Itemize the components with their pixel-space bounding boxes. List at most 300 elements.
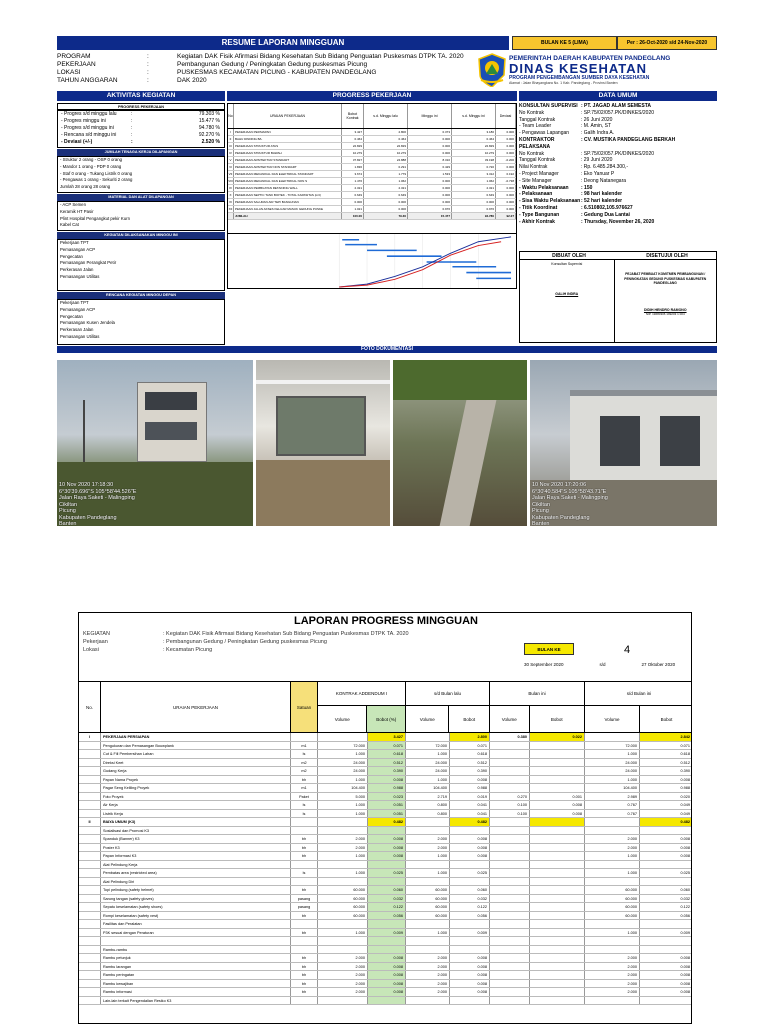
- laporan-cell: 0.008: [450, 971, 490, 979]
- laporan-cell: Alat Pelindung Diri: [101, 878, 291, 886]
- laporan-cell: 0.988: [450, 784, 490, 792]
- laporan-cell: [530, 988, 585, 996]
- data-umum-value: : 6.510802,105.976627: [581, 204, 633, 211]
- laporan-cell: 1.000: [318, 776, 368, 784]
- row-no: V: [228, 157, 234, 163]
- row-uraian: PEKERJAAN MEKANIKAL DAN ELEKTRIKAL NON S: [234, 178, 342, 184]
- laporan-cell: [490, 869, 530, 877]
- data-umum-row: [519, 219, 717, 226]
- laporan-cell: [291, 946, 318, 954]
- info-k: LOKASI: [57, 69, 81, 76]
- laporan-cell: 0.049: [640, 801, 692, 809]
- data-umum-key: - Type Bangunan: [519, 211, 560, 218]
- laporan-cell: 0.041: [450, 801, 490, 809]
- laporan-cell: 0.767: [585, 810, 640, 818]
- material-item: - ACP Semen: [60, 202, 86, 207]
- laporan-cell: ls: [291, 750, 318, 758]
- laporan-cell: [490, 971, 530, 979]
- laporan-cell: [585, 827, 640, 835]
- laporan-cell: [291, 733, 318, 741]
- laporan-cell: bh: [291, 835, 318, 843]
- laporan-cell: [530, 784, 585, 792]
- laporan-cell: Sepatu keselamatan (safety shoes): [101, 903, 291, 911]
- progress-table-row: [228, 129, 516, 136]
- laporan-cell: 2.000: [585, 971, 640, 979]
- laporan-cell: [530, 886, 585, 894]
- data-umum-value: : Eko Yanuar P: [581, 170, 615, 177]
- laporan-cell: [79, 861, 101, 869]
- laporan-cell: 2.000: [406, 988, 450, 996]
- laporan-cell: 0.988: [640, 784, 692, 792]
- kegiatan-item: Pemasangan ACP: [60, 246, 96, 252]
- laporan-cell: 0.008: [640, 963, 692, 971]
- laporan-row: [79, 886, 692, 895]
- laporan-cell: 0.122: [640, 903, 692, 911]
- row-uraian: PEKERJAAN STRUKTUR BAWAH: [234, 150, 342, 156]
- laporan-cell: 0.008: [640, 776, 692, 784]
- row-value: 0.000: [496, 192, 516, 198]
- photo5-caption: [532, 482, 608, 526]
- laporan-cell: 0.056: [450, 912, 490, 920]
- row-value: 8.310: [408, 157, 452, 163]
- laporan-cell: [640, 861, 692, 869]
- data-umum-key: No Kontrak: [519, 109, 545, 116]
- laporan-cell: 1.000: [585, 750, 640, 758]
- laporan-cell: [368, 946, 406, 954]
- info-row: [57, 61, 472, 69]
- data-umum-row: [519, 164, 717, 171]
- laporan-cell: [585, 920, 640, 928]
- laporan-cell: [585, 878, 640, 886]
- kegiatan-item: Pekerjaan TPT: [60, 240, 89, 245]
- data-umum-value: : Deong Natanegara: [581, 177, 627, 184]
- laporan-cell: [450, 946, 490, 954]
- laporan-row: [79, 997, 692, 1006]
- laporan-row: [79, 946, 692, 955]
- th2-sd-lalu-bbt: Bobot: [463, 716, 476, 722]
- row-value: 0.291: [364, 164, 408, 170]
- laporan-row: [79, 920, 692, 929]
- data-umum-key: KONTRAKTOR PELAKSANA: [519, 136, 555, 150]
- laporan-cell: 1.000: [406, 869, 450, 877]
- laporan-cell: 0.008: [368, 963, 406, 971]
- laporan-cell: [530, 920, 585, 928]
- laporan-cell: [79, 835, 101, 843]
- laporan-cell: 2.000: [585, 954, 640, 962]
- laporan-cell: 24.000: [406, 767, 450, 775]
- laporan-cell: 60.000: [318, 912, 368, 920]
- laporan-cell: [640, 827, 692, 835]
- laporan-cell: m1: [291, 742, 318, 750]
- th-sd-lalu: s.d. Minggu lalu: [364, 104, 408, 128]
- laporan-cell: 1.000: [318, 810, 368, 818]
- laporan-cell: [530, 835, 585, 843]
- laporan-cell: 0.008: [368, 852, 406, 860]
- data-umum-row: [519, 137, 717, 151]
- laporan-cell: m2: [291, 767, 318, 775]
- laporan-row: [79, 835, 692, 844]
- row-value: 0.000: [496, 206, 516, 212]
- laporan-cell: Rambu kewajiban: [101, 980, 291, 988]
- laporan-cell: 1.000: [318, 801, 368, 809]
- laporan-cell: 0.008: [450, 776, 490, 784]
- laporan-cell: 0.008: [640, 971, 692, 979]
- laporan-info-key: Lokasi: [83, 647, 99, 653]
- laporan-cell: [640, 920, 692, 928]
- laporan-cell: Papan Nama Proyek: [101, 776, 291, 784]
- laporan-cell: 0.100: [490, 810, 530, 818]
- laporan-cell: 1.000: [318, 869, 368, 877]
- row-value: 0.464: [342, 136, 364, 142]
- row-value: 33.198: [452, 157, 496, 163]
- laporan-cell: 0.512: [450, 759, 490, 767]
- laporan-cell: [490, 878, 530, 886]
- data-umum-value: : PT. JAGAD ALAM SEMESTA: [581, 103, 652, 109]
- row-value: 1.836: [342, 164, 364, 170]
- laporan-cell: [530, 742, 585, 750]
- data-umum-row: [519, 117, 717, 124]
- laporan-cell: [450, 861, 490, 869]
- laporan-cell: Air Kerja: [101, 801, 291, 809]
- progress-table-row: [228, 206, 516, 213]
- laporan-cell: bh: [291, 980, 318, 988]
- laporan-row: [79, 937, 692, 946]
- signature-block: [519, 251, 717, 343]
- laporan-cell: 24.000: [585, 767, 640, 775]
- laporan-row: [79, 742, 692, 751]
- laporan-cell: [406, 997, 450, 1005]
- tenaga-item: Jumlah 28 orang 28 orang: [60, 184, 111, 190]
- laporan-cell: [530, 776, 585, 784]
- laporan-cell: [79, 929, 101, 937]
- row-value: 22.829: [452, 143, 496, 149]
- laporan-cell: 0.008: [640, 980, 692, 988]
- laporan-cell: [79, 954, 101, 962]
- disetujui-oleh-label: DISETUJUI OLEH: [646, 253, 688, 259]
- laporan-cell: 1.000: [406, 852, 450, 860]
- row-value: 0.464: [452, 136, 496, 142]
- laporan-cell: 0.390: [640, 767, 692, 775]
- laporan-cell: [530, 954, 585, 962]
- bulan-ke-label: BULAN KE: [524, 643, 574, 655]
- laporan-row: [79, 767, 692, 776]
- laporan-cell: [79, 963, 101, 971]
- data-umum-key: KONSULTAN SUPERVISI: [519, 103, 578, 109]
- row-value: 0.000: [408, 185, 452, 191]
- row-value: 0.464: [364, 136, 408, 142]
- laporan-row: [79, 988, 692, 997]
- laporan-cell: 0.800: [406, 801, 450, 809]
- info-c: :: [147, 61, 149, 68]
- laporan-cell: 0.988: [368, 784, 406, 792]
- laporan-cell: 0.100: [490, 801, 530, 809]
- row-uraian: PEKERJAAN MEKANIKAL DAN ELEKTRIKAL STANDART: [234, 171, 342, 177]
- laporan-cell: [79, 776, 101, 784]
- laporan-cell: Cut & Fill Pembersihan Lahan: [101, 750, 291, 758]
- row-value: 0.720: [452, 164, 496, 170]
- row-value: 15.477: [408, 213, 452, 219]
- laporan-cell: 1.000: [318, 929, 368, 937]
- material-hdr: MATERIAL DAN ALAT DILAPANGAN: [57, 194, 225, 201]
- laporan-cell: 2.989: [585, 793, 640, 801]
- laporan-cell: BIAYA UMUM (K3): [101, 818, 291, 826]
- caption-line: Kabupaten Pandeglang: [532, 514, 590, 521]
- th2-sd-ini-vol: Volume: [585, 706, 640, 732]
- progress-c: 92.270 %: [198, 132, 220, 138]
- info-c: :: [147, 69, 149, 76]
- row-value: 2.321: [452, 185, 496, 191]
- laporan-cell: [490, 895, 530, 903]
- laporan-cell: [291, 818, 318, 826]
- laporan-cell: 2.000: [318, 954, 368, 962]
- laporan-cell: [79, 742, 101, 750]
- laporan-cell: 0.025: [450, 869, 490, 877]
- th-sd-ini: s.d. Minggu ini: [452, 104, 496, 128]
- row-value: 0.000: [342, 199, 364, 205]
- laporan-cell: [490, 767, 530, 775]
- laporan-cell: [530, 878, 585, 886]
- laporan-cell: 0.512: [368, 759, 406, 767]
- laporan-cell: pasang: [291, 903, 318, 911]
- laporan-cell: 0.051: [368, 801, 406, 809]
- laporan-cell: ls: [291, 801, 318, 809]
- row-value: 0.649: [364, 192, 408, 198]
- laporan-row: [79, 869, 692, 878]
- laporan-cell: 0.008: [450, 980, 490, 988]
- bulan-ke-number: 4: [624, 644, 631, 656]
- material-item: Keramik HT Pasir: [60, 208, 94, 214]
- laporan-cell: [530, 997, 585, 1005]
- data-umum-value: : CV. MUSTIKA PANDEGLANG BERKAH: [581, 136, 676, 143]
- laporan-cell: [79, 912, 101, 920]
- info-c: :: [147, 77, 149, 84]
- rencana-item: Pemasangan Utilitas: [60, 333, 100, 339]
- laporan-cell: 2.000: [318, 963, 368, 971]
- laporan-cell: 0.008: [640, 988, 692, 996]
- laporan-cell: 0.041: [450, 810, 490, 818]
- row-value: -0.738: [496, 178, 516, 184]
- laporan-cell: 0.019: [450, 793, 490, 801]
- laporan-cell: [291, 861, 318, 869]
- rencana-item: Pengecatan: [60, 313, 83, 319]
- laporan-cell: 0.482: [450, 818, 490, 826]
- rencana-item: Pemasangan ACP: [60, 306, 96, 312]
- info-k: TAHUN ANGGARAN: [57, 77, 118, 84]
- progress-c: 2.520 %: [201, 139, 220, 145]
- row-value: 100.00: [342, 213, 364, 219]
- date-to: 27 Oktober 2020: [641, 662, 676, 667]
- material-item: Kabel Cat: [60, 222, 79, 228]
- material-item: Plint Hospital Pengangkut pekir Kurn: [60, 215, 130, 221]
- laporan-cell: 60.000: [318, 886, 368, 894]
- row-value: 0.000: [408, 150, 452, 156]
- data-umum-row: [519, 205, 717, 212]
- laporan-row: [79, 784, 692, 793]
- laporan-cell: 0.122: [450, 903, 490, 911]
- caption-line: Banten: [532, 521, 550, 526]
- laporan-cell: 0.390: [368, 767, 406, 775]
- laporan-cell: [490, 861, 530, 869]
- laporan-cell: 104.400: [318, 784, 368, 792]
- laporan-cell: 0.008: [450, 988, 490, 996]
- row-no: X: [228, 192, 234, 198]
- laporan-cell: Listrik Kerja: [101, 810, 291, 818]
- data-umum-value: : 52 hari kalender: [581, 198, 623, 205]
- laporan-cell: [530, 903, 585, 911]
- laporan-cell: [530, 827, 585, 835]
- laporan-cell: 0.008: [368, 776, 406, 784]
- laporan-cell: Rompi keselamatan (safety vest): [101, 912, 291, 920]
- laporan-cell: [291, 878, 318, 886]
- laporan-cell: 60.000: [585, 895, 640, 903]
- laporan-cell: Sosialisasi dan Promosi K3: [101, 827, 291, 835]
- laporan-cell: [490, 784, 530, 792]
- laporan-cell: [490, 827, 530, 835]
- laporan-cell: [530, 818, 585, 826]
- laporan-cell: 2.000: [406, 835, 450, 843]
- laporan-cell: bh: [291, 988, 318, 996]
- row-value: 2.321: [342, 185, 364, 191]
- laporan-cell: 24.000: [318, 759, 368, 767]
- laporan-cell: [79, 767, 101, 775]
- tenaga-item: - Mandor 1 orang - PDP 0 orang: [60, 163, 122, 169]
- rencana-item: Pekerjaan TPT: [60, 300, 89, 305]
- row-uraian: PEKERJAAN ARSITEKTUR STANDART: [234, 157, 342, 163]
- resume-title: RESUME LAPORAN MINGGUAN: [57, 36, 509, 50]
- row-value: 1.533: [408, 171, 452, 177]
- laporan-cell: 2.000: [585, 835, 640, 843]
- th2-ini: Bulan ini: [490, 682, 584, 706]
- laporan-cell: ls: [291, 810, 318, 818]
- laporan-cell: 0.049: [640, 810, 692, 818]
- row-value: 1.021: [342, 206, 364, 212]
- laporan-cell: 60.000: [406, 903, 450, 911]
- laporan-cell: [368, 878, 406, 886]
- th2-sd-lalu-vol: Volume: [406, 706, 449, 732]
- laporan-row: [79, 980, 692, 989]
- row-value: 3.312: [452, 171, 496, 177]
- laporan-cell: m2: [291, 759, 318, 767]
- aktivitas-header: AKTIVITAS KEGIATAN: [57, 91, 225, 101]
- caption-line: Jalan Raya Saketi - Malingping: [532, 495, 608, 501]
- row-uraian: BAHU DINDING B/L: [234, 136, 342, 142]
- laporan-cell: bh: [291, 971, 318, 979]
- laporan-cell: 2.000: [318, 988, 368, 996]
- laporan-table-head: [79, 681, 692, 733]
- laporan-cell: 0.482: [640, 818, 692, 826]
- laporan-info-value: : Pembangunan Gedung / Peningkatan Gedung puskesmas Picung: [163, 639, 327, 645]
- progress-row: [58, 118, 224, 125]
- material-list: [57, 201, 225, 231]
- row-value: 22.829: [364, 143, 408, 149]
- laporan-cell: [530, 980, 585, 988]
- laporan-cell: [318, 946, 368, 954]
- laporan-cell: [490, 852, 530, 860]
- laporan-row: [79, 861, 692, 870]
- th-no: No: [228, 104, 234, 128]
- laporan-cell: [530, 861, 585, 869]
- laporan-cell: [79, 946, 101, 954]
- info-v: PUSKESMAS KECAMATAN PICUNG - KABUPATEN PANDEGLANG: [177, 69, 377, 76]
- laporan-cell: [318, 920, 368, 928]
- progress-table-head: [228, 104, 516, 129]
- laporan-cell: 60.000: [406, 912, 450, 920]
- data-umum-key: - Team Leader: [519, 123, 552, 130]
- laporan-info-row: [83, 646, 409, 654]
- laporan-cell: Rambu-rambu: [101, 946, 291, 954]
- laporan-cell: 2.000: [406, 963, 450, 971]
- laporan-cell: [79, 784, 101, 792]
- laporan-cell: [291, 997, 318, 1005]
- laporan-cell: [291, 827, 318, 835]
- laporan-cell: [530, 869, 585, 877]
- laporan-cell: [101, 937, 291, 945]
- ppk-nip: NIP. 19680306 199203 1 004: [645, 311, 685, 316]
- foto-dokumentasi-header: FOTO DOKUMENTASI: [57, 346, 717, 353]
- row-value: 79.30: [364, 213, 408, 219]
- laporan-cell: 3.427: [368, 733, 406, 741]
- laporan-cell: [406, 827, 450, 835]
- laporan-cell: 24.000: [585, 759, 640, 767]
- row-no: IX: [228, 185, 234, 191]
- laporan-cell: Topi pelindung (safety helmet): [101, 886, 291, 894]
- caption-line: 10 Nov 2020 17:18:30: [59, 482, 114, 488]
- laporan-cell: [406, 861, 450, 869]
- laporan-cell: 0.056: [368, 912, 406, 920]
- laporan-info-key: Pekerjaan: [83, 639, 108, 645]
- laporan-cell: 104.400: [406, 784, 450, 792]
- row-value: 10.279: [452, 150, 496, 156]
- laporan-cell: [530, 937, 585, 945]
- row-value: -0.200: [496, 157, 516, 163]
- th2-volume: Volume: [318, 706, 367, 732]
- laporan-title: LAPORAN PROGRESS MINGGUAN: [294, 615, 478, 627]
- laporan-cell: [79, 759, 101, 767]
- info-row: [57, 77, 472, 85]
- data-umum-row: [519, 123, 717, 130]
- laporan-cell: [318, 878, 368, 886]
- laporan-cell: [79, 895, 101, 903]
- row-value: 0.000: [496, 136, 516, 142]
- progress-table-row: [228, 199, 516, 206]
- date-from: 30 September 2020: [524, 662, 564, 667]
- laporan-cell: Rambu informasi: [101, 988, 291, 996]
- kegiatan-list: [57, 239, 225, 291]
- laporan-cell: 0.001: [530, 793, 585, 801]
- progress-header: PROGRESS PEKERJAAN: [227, 91, 517, 101]
- laporan-cell: [585, 861, 640, 869]
- laporan-cell: bh: [291, 912, 318, 920]
- row-value: 10.279: [342, 150, 364, 156]
- th2-ini-bbt: Bobot: [550, 716, 563, 722]
- laporan-cell: 2.000: [406, 844, 450, 852]
- caption-line: Picung: [59, 508, 76, 514]
- periode-badge: Per : 26-Oct-2020 s/d 24-Nov-2020: [617, 36, 717, 50]
- laporan-cell: 2.000: [585, 988, 640, 996]
- laporan-cell: 60.000: [585, 886, 640, 894]
- data-umum-value: : Thursday, November 26, 2020: [581, 218, 655, 225]
- laporan-cell: 0.051: [368, 810, 406, 818]
- laporan-cell: 1.000: [585, 869, 640, 877]
- laporan-cell: 2.719: [406, 793, 450, 801]
- laporan-cell: bh: [291, 844, 318, 852]
- data-umum-value: : Rp. 6.485.284.300,-: [581, 164, 628, 171]
- laporan-row: [79, 827, 692, 836]
- row-uraian: JUMLAH: [234, 213, 342, 219]
- row-no: IV: [228, 150, 234, 156]
- laporan-cell: Lain-lain terkait Pengendalian Resiko K3: [101, 997, 291, 1005]
- laporan-cell: 0.512: [640, 759, 692, 767]
